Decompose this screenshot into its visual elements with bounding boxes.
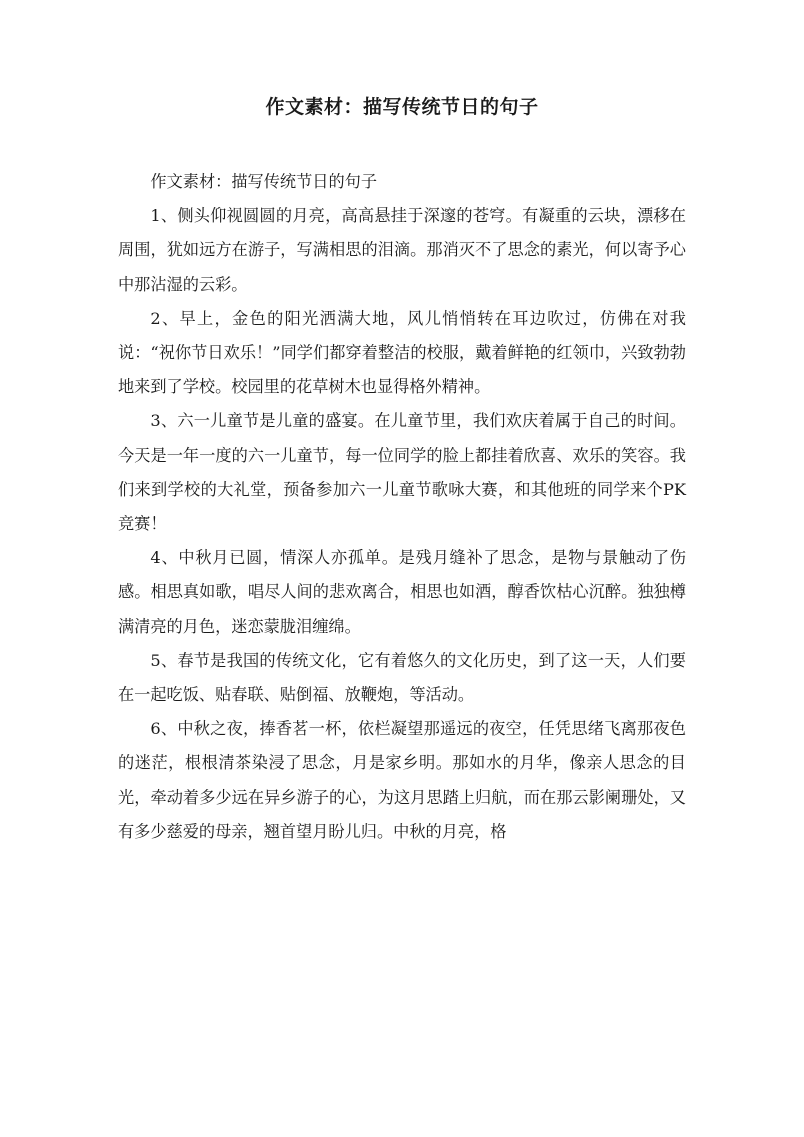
paragraph-1: 1、侧头仰视圆圆的月亮，高高悬挂于深邃的苍穹。有凝重的云块，漂移在周围，犹如远方在游子，写满相思的泪滴。那消灭不了思念的素光，何以寄予心中那沾湿的云彩。 [118,206,686,294]
paragraph-4: 4、中秋月已圆，情深人亦孤单。是残月缝补了思念，是物与景触动了伤感。相思真如歌，唱尽人间的悲欢离合，相思也如酒，醇香饮枯心沉醉。独独樽满清亮的月色，迷恋蒙胧泪缠绵。 [118,548,686,636]
paragraph-2: 2、早上，金色的阳光洒满大地，风儿悄悄转在耳边吹过，仿佛在对我说：“祝你节日欢乐！”同学们都穿着整洁的校服，戴着鲜艳的红领巾，兴致勃勃地来到了学校。校园里的花草树木也显得格外精神。 [118,308,686,397]
document-title: 作文素材：描写传统节日的句子 [265,96,539,118]
document-body [118,165,686,849]
paragraph-6: 6、中秋之夜，捧香茗一杯，依栏凝望那遥远的夜空，任凭思绪飞离那夜色的迷茫，根根清茶染浸了思念，月是家乡明。那如水的月华，像亲人思念的目光，牵动着多少远在异乡游子的心，为这月思踏上归航，而在那云影阑珊处，又有多少慈爱的母亲，翘首望月盼儿归。中秋的月亮，格 [118,719,686,841]
paragraph-5: 5、春节是我国的传统文化，它有着悠久的文化历史，到了这一天，人们要在一起吃饭、贴春联、贴倒福、放鞭炮，等活动。 [118,650,686,705]
paragraph-intro: 作文素材：描写传统节日的句子 [150,172,378,191]
paragraph-3: 3、六一儿童节是儿童的盛宴。在儿童节里，我们欢庆着属于自己的时间。今天是一年一度的六一儿童节，每一位同学的脸上都挂着欣喜、欢乐的笑容。我们来到学校的大礼堂，预备参加六一儿童节歌咏大赛，和其他班的同学来个PK竞赛！ [118,411,686,534]
